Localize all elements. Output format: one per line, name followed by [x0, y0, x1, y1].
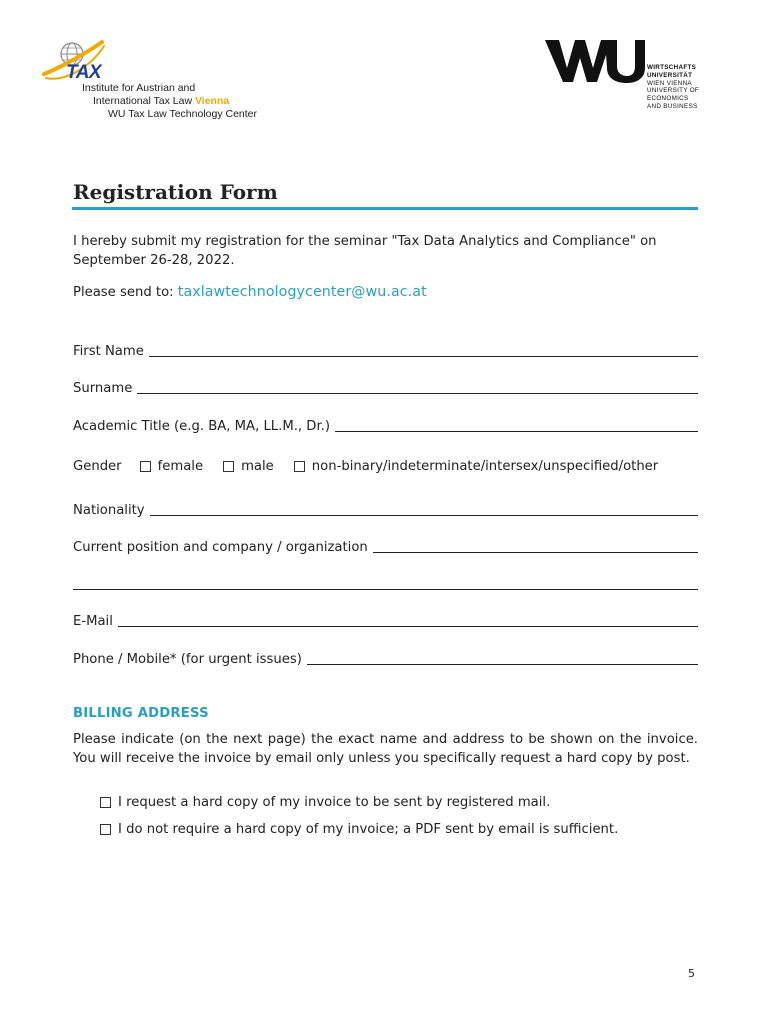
checkbox-icon[interactable]	[294, 461, 305, 472]
intro-text: I hereby submit my registration for the seminar "Tax Data Analytics and Compliance" on September 26-28, 2022.	[73, 234, 657, 268]
checkbox-icon[interactable]	[100, 824, 111, 835]
tax-logo-line-2	[93, 95, 229, 108]
phone-input[interactable]	[307, 650, 698, 665]
first-name-input[interactable]	[149, 342, 698, 357]
wu-line-5: ECONOMICS	[647, 95, 689, 103]
checkbox-icon[interactable]	[140, 461, 151, 472]
first-name-label: First Name	[73, 344, 144, 359]
position-label: Current position and company / organization	[73, 540, 368, 555]
wu-line-4: UNIVERSITY OF	[647, 87, 700, 95]
gender-option-other-label: non-binary/indeterminate/intersex/unspecified/other	[311, 459, 659, 474]
tax-mark: TAX	[66, 62, 102, 83]
nationality-label: Nationality	[73, 503, 145, 518]
tax-logo-line-2a: International Tax Law	[93, 95, 193, 107]
surname-label: Surname	[73, 381, 133, 396]
billing-option-hard-copy[interactable]	[100, 795, 550, 810]
wu-logo-text	[647, 64, 699, 111]
nationality-input[interactable]	[150, 501, 698, 516]
tax-logo-vienna: Vienna	[194, 95, 230, 107]
email-label: E-Mail	[73, 614, 113, 629]
send-to-email-link[interactable]: taxlawtechnologycenter@wu.ac.at	[177, 284, 427, 300]
billing-heading: BILLING ADDRESS	[73, 706, 209, 721]
page-title: Registration Form	[73, 180, 278, 204]
gender-option-male-label: male	[241, 459, 274, 474]
position-field	[73, 535, 698, 555]
phone-label: Phone / Mobile* (for urgent issues)	[73, 652, 302, 667]
wu-line-6: AND BUSINESS	[647, 102, 698, 110]
gender-option-female[interactable]	[140, 459, 203, 474]
wu-line-1: WIRTSCHAFTS	[647, 64, 697, 71]
page-number: 5	[688, 967, 695, 980]
title-divider	[72, 207, 698, 210]
send-to	[73, 284, 427, 300]
tax-logo-line-1: Institute for Austrian and	[82, 82, 196, 94]
checkbox-icon[interactable]	[223, 461, 234, 472]
checkbox-icon[interactable]	[100, 797, 111, 808]
phone-field	[73, 647, 698, 667]
academic-title-input[interactable]	[335, 417, 698, 432]
gender-option-male[interactable]	[223, 459, 274, 474]
billing-option-pdf[interactable]	[100, 822, 618, 837]
email-input[interactable]	[118, 612, 698, 627]
email-field	[73, 609, 698, 629]
nationality-field	[73, 498, 698, 518]
surname-field	[73, 376, 698, 396]
tax-logo-line-3: WU Tax Law Technology Center	[108, 108, 258, 120]
gender-field	[73, 459, 658, 474]
academic-title-field	[73, 414, 698, 434]
wu-line-2: UNIVERSITÄT	[647, 71, 693, 79]
gender-option-female-label: female	[157, 459, 204, 474]
billing-option-pdf-label: I do not require a hard copy of my invoice; a PDF sent by email is sufficient.	[118, 822, 619, 837]
academic-title-label: Academic Title (e.g. BA, MA, LL.M., Dr.)	[73, 419, 330, 434]
wu-mark-icon	[545, 38, 645, 84]
surname-input[interactable]	[137, 379, 698, 394]
billing-option-hard-copy-label: I request a hard copy of my invoice to be sent by registered mail.	[118, 795, 551, 810]
tax-institute-logo	[40, 38, 260, 122]
send-to-label: Please send to:	[73, 285, 174, 300]
billing-text: Please indicate (on the next page) the exact name and address to be shown on the invoice. You will receive the invoice by email only unless you specifically request a hard copy by post.	[73, 732, 698, 766]
position-input[interactable]	[373, 538, 698, 553]
wu-line-3: WIEN VIENNA	[647, 79, 692, 87]
first-name-field	[73, 339, 698, 359]
wu-logo	[545, 38, 715, 113]
gender-option-other[interactable]	[294, 459, 658, 474]
position-input-continuation[interactable]	[73, 589, 698, 590]
gender-label: Gender	[73, 459, 122, 474]
